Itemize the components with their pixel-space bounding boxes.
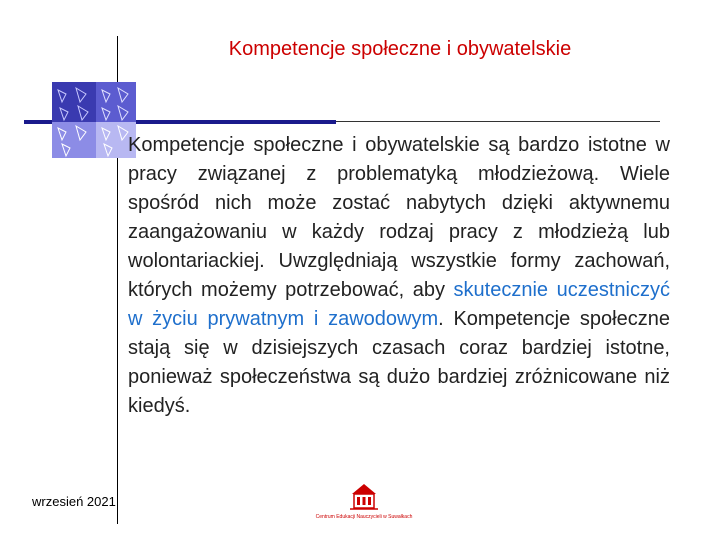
- horizontal-divider: [336, 121, 660, 122]
- slide-title: Kompetencje społeczne i obywatelskie: [228, 38, 572, 60]
- pattern-tile: [96, 82, 136, 122]
- pattern-tile: [52, 122, 96, 158]
- body-highlight: skutecznie uczestniczyć w życiu prywatnym i zawodowym: [128, 279, 670, 330]
- slide-body: [128, 131, 670, 421]
- pattern-tile: [52, 82, 96, 122]
- logo-label: Centrum Edukacji Nauczycieli w Suwałkach: [315, 514, 413, 520]
- footer-date: wrzesień 2021: [32, 494, 116, 509]
- body-text-part: . Kompetencje społeczne stają się w dzisiejszych czasach coraz bardziej istotne, ponieważ społeczeństwa są dużo bardziej zróżnicowane niż kiedyś.: [128, 308, 670, 417]
- body-text-part: Kompetencje społeczne i obywatelskie są bardzo istotne w pracy związanej z problematyką młodzieżową. Wiele spośród nich może zostać nabytych dzięki aktywnemu zaangażowaniu w każdy rodzaj pracy z młodzieżą lub wolontariackiej. Uwzględniają wszystkie formy zachowań, których możemy potrzebować, aby: [128, 134, 670, 301]
- institution-logo: [314, 476, 414, 526]
